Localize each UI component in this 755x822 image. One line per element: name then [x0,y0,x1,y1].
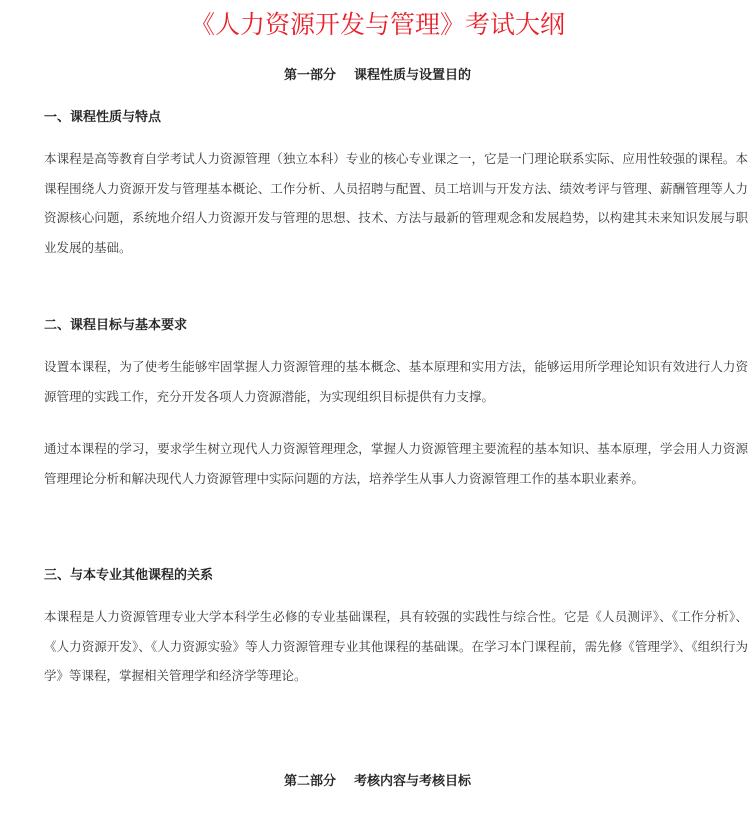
paragraph-objectives-1: 设置本课程，为了使考生能够牢固掌握人力资源管理的基本概念、基本原理和实用方法，能够运用所学理论知识有效进行人力资源管理的实践工作，充分开发各项人力资源潜能，为实现组织目标提供有力支撑。 [44,359,748,404]
document-title: 《人力资源开发与管理》考试大纲 [189,10,565,39]
paragraph-nature: 本课程是高等教育自学考试人力资源管理（独立本科）专业的核心专业课之一，它是一门理论联系实际、应用性较强的课程。本课程围绕人力资源开发与管理基本概论、工作分析、人员招聘与配置、员工培训与开发方法、绩效考评与管理、薪酬管理等人力资源核心问题，系统地介绍人力资源开发与管理的思想、技术、方法与最新的管理观念和发展趋势，以构建其未来知识发展与职业发展的基础。 [44,151,748,255]
section-heading-nature: 一、课程性质与特点 [44,110,162,125]
part-two-title: 第二部分 考核内容与考核目标 [283,774,472,789]
paragraph-relations: 本课程是人力资源管理专业大学本科学生必修的专业基础课程，具有较强的实践性与综合性。它是《人员测评》、《工作分析》、《人力资源开发》、《人力资源实验》等人力资源管理专业其他课程的基础课。在学习本门课程前，需先修《管理学》、《组织行为学》等课程，掌握相关管理学和经济学等理论。 [44,609,748,683]
part-one-title: 第一部分 课程性质与设置目的 [283,68,472,83]
paragraph-objectives-2: 通过本课程的学习，要求学生树立现代人力资源管理理念，掌握人力资源管理主要流程的基本知识、基本原理，学会用人力资源管理理论分析和解决现代人力资源管理中实际问题的方法，培养学生从事人力资源管理工作的基本职业素养。 [44,441,748,486]
section-heading-relations: 三、与本专业其他课程的关系 [44,568,214,583]
section-heading-objectives: 二、课程目标与基本要求 [44,318,188,333]
